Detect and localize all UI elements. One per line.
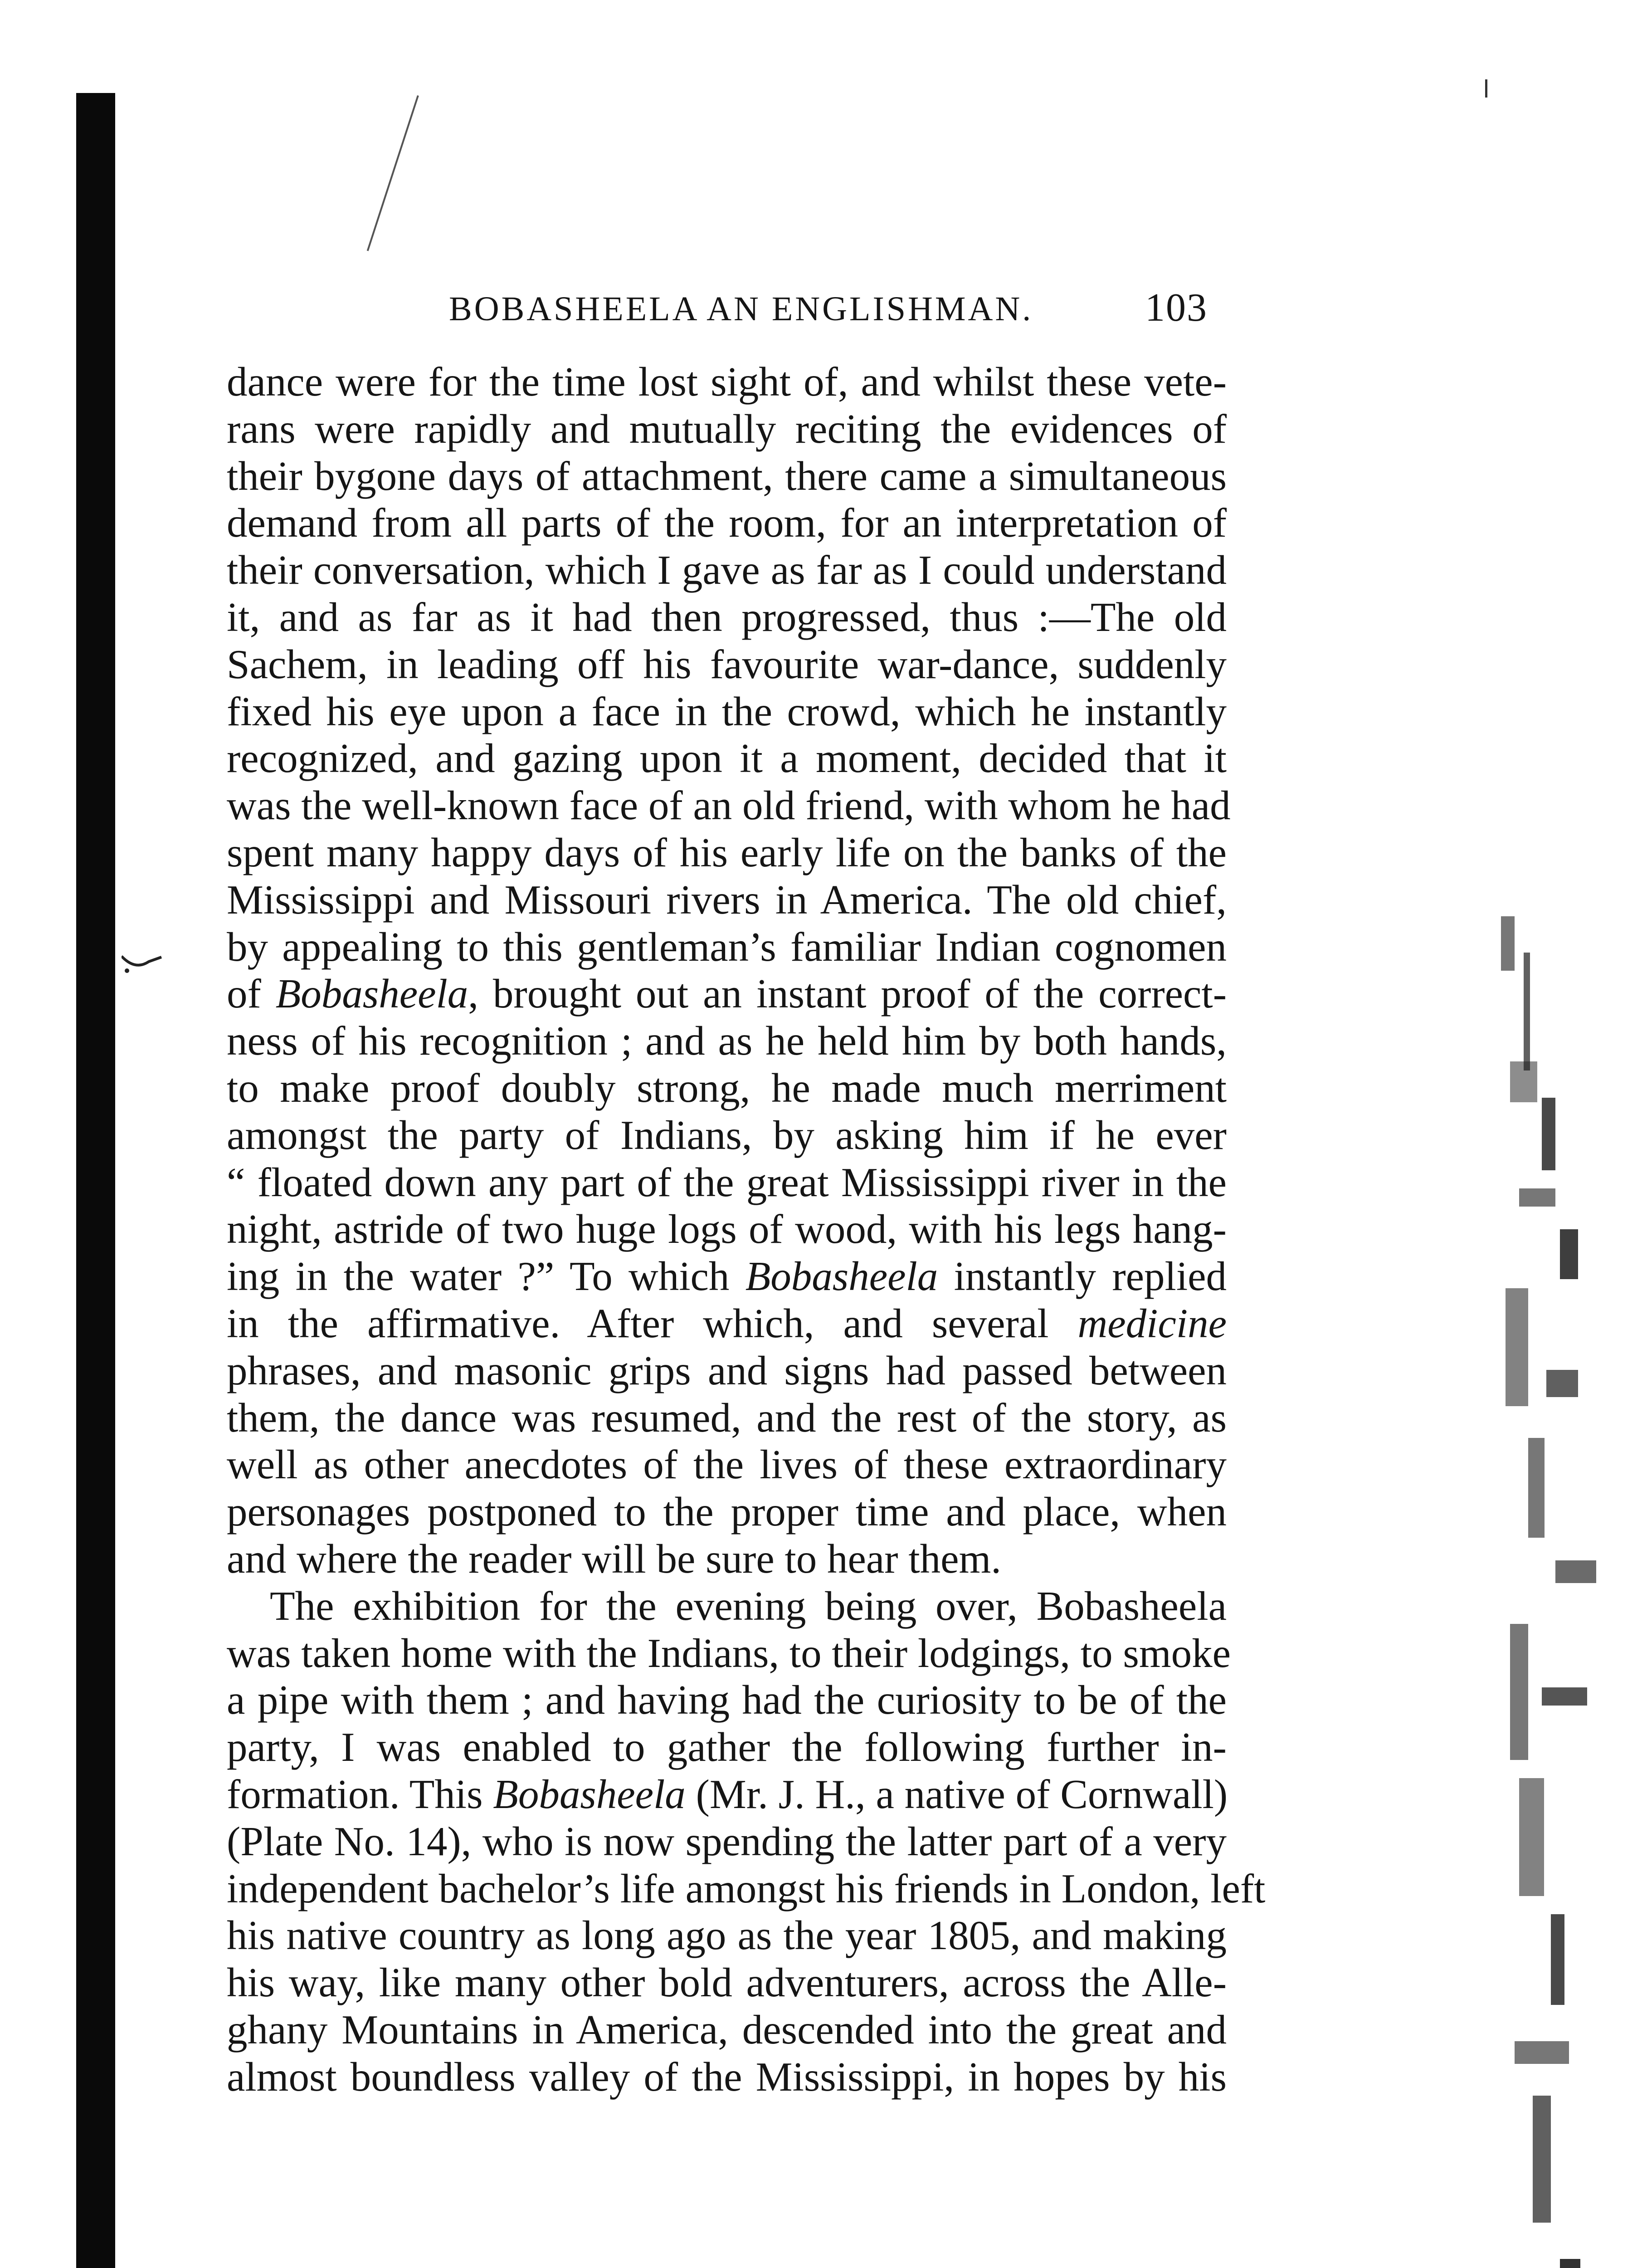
text-line: dance were for the time lost sight of, and whilst these vete- — [227, 359, 1227, 405]
text-line: to make proof doubly strong, he made much merriment — [227, 1065, 1227, 1111]
text-line: by appealing to this gentleman’s familiar Indian cognomen — [227, 924, 1227, 970]
text-line: personages postponed to the proper time and place, when — [227, 1489, 1227, 1535]
text-line: his way, like many other bold adventurers, across the Alle- — [227, 1960, 1227, 2006]
crop-mark-line-short — [1485, 79, 1487, 98]
text-line: their conversation, which I gave as far as I could understand — [227, 547, 1227, 593]
text-line: almost boundless valley of the Mississippi, in hopes by his — [227, 2053, 1227, 2100]
text-line: ing in the water ?” To which Bobasheela instantly replied — [227, 1253, 1227, 1300]
text-line: demand from all parts of the room, for an interpretation of — [227, 500, 1227, 546]
text-line: in the affirmative. After which, and several medicine — [227, 1300, 1227, 1346]
text-line: rans were rapidly and mutually reciting the evidences of — [227, 406, 1227, 452]
right-edge-bleedthrough — [1492, 916, 1628, 2268]
running-head-title: BOBASHEELA AN ENGLISHMAN. — [449, 290, 1033, 328]
page-number: 103 — [1145, 286, 1208, 330]
crop-mark-line — [367, 95, 419, 251]
text-line: independent bachelor’s life amongst his friends in London, left — [227, 1865, 1266, 1911]
text-line: of Bobasheela, brought out an instant proof of the correct- — [227, 971, 1227, 1017]
paragraph — [227, 1583, 1266, 2101]
text-line: Sachem, in leading off his favourite war-dance, suddenly — [227, 641, 1227, 687]
text-line: was taken home with the Indians, to their lodgings, to smoke — [227, 1630, 1231, 1676]
text-line: Mississippi and Missouri rivers in America. The old chief, — [227, 876, 1227, 923]
running-head — [0, 285, 1647, 335]
text-line: their bygone days of attachment, there came a simultaneous — [227, 453, 1227, 499]
text-line: ness of his recognition ; and as he held him by both hands, — [227, 1018, 1227, 1064]
text-line: recognized, and gazing upon it a moment, decided that it — [227, 735, 1227, 782]
text-line: and where the reader will be sure to hear them. — [227, 1535, 1002, 1582]
text-line: party, I was enabled to gather the following further in- — [227, 1724, 1227, 1770]
text-line: it, and as far as it had then progressed, thus :—The old — [227, 594, 1227, 640]
text-line: his native country as long ago as the year 1805, and making — [227, 1912, 1227, 1959]
text-line: formation. This Bobasheela (Mr. J. H., a native of Cornwall) — [227, 1771, 1228, 1817]
text-line: phrases, and masonic grips and signs had passed between — [227, 1347, 1227, 1393]
text-line: fixed his eye upon a face in the crowd, which he instantly — [227, 688, 1227, 734]
margin-ink-mark — [122, 953, 162, 980]
text-line: (Plate No. 14), who is now spending the latter part of a very — [227, 1818, 1227, 1864]
text-line: was the well-known face of an old friend, with whom he had — [227, 782, 1231, 829]
text-line: them, the dance was resumed, and the rest of the story, as — [227, 1394, 1227, 1441]
body-text — [227, 358, 1266, 2100]
text-line: night, astride of two huge logs of wood, with his legs hang- — [227, 1206, 1227, 1252]
text-line: spent many happy days of his early life on the banks of the — [227, 829, 1227, 875]
text-line: “ floated down any part of the great Mississippi river in the — [227, 1159, 1227, 1205]
text-line: a pipe with them ; and having had the curiosity to be of the — [227, 1677, 1227, 1723]
text-line: The exhibition for the evening being over, Bobasheela — [270, 1583, 1227, 1629]
paragraph — [227, 358, 1231, 1583]
text-line: well as other anecdotes of the lives of these extraordinary — [227, 1442, 1227, 1488]
text-line: amongst the party of Indians, by asking him if he ever — [227, 1112, 1227, 1158]
text-line: ghany Mountains in America, descended into the great and — [227, 2006, 1227, 2053]
binding-shadow — [76, 93, 115, 2268]
